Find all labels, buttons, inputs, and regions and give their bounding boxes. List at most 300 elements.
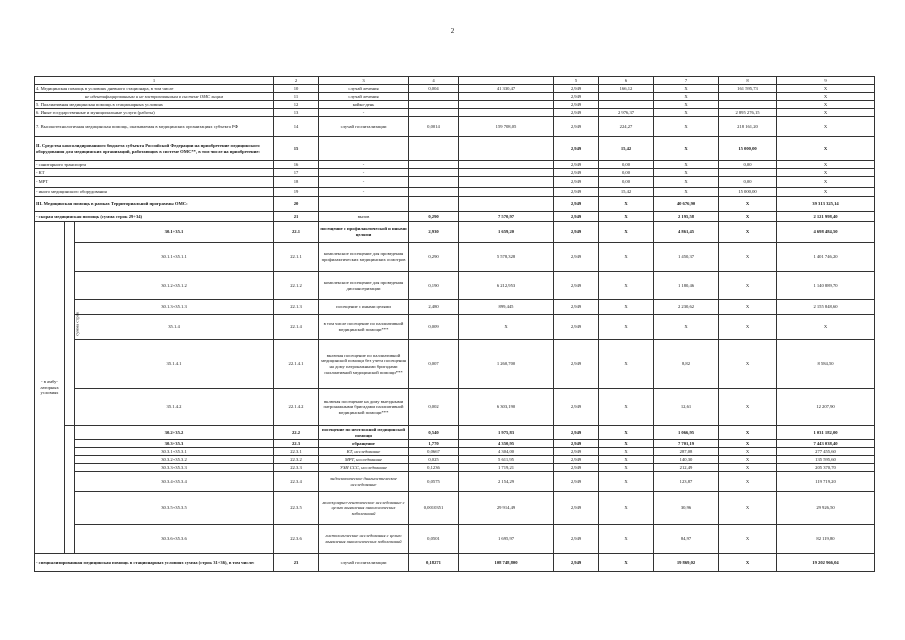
value-cell: 1 031 182,00: [777, 426, 875, 440]
value-cell: X: [777, 188, 875, 197]
value-cell: 1 260,700: [459, 340, 554, 389]
column-header: [459, 77, 554, 85]
value-cell: 15,42: [599, 137, 654, 161]
value-cell: 0,004: [409, 85, 459, 93]
row-unit: гистологические исследования с целью выявления онкологических заболеваний: [319, 525, 409, 554]
row-code: 35.1.4.2: [75, 389, 274, 426]
row-unit: -: [319, 109, 409, 117]
value-cell: [719, 101, 777, 109]
row-code: 30.3.5+35.3.5: [75, 492, 274, 525]
value-cell: X: [654, 117, 719, 137]
value-cell: 40 676,90: [654, 197, 719, 212]
value-cell: 2,949: [554, 85, 599, 93]
value-cell: 1 450,37: [654, 243, 719, 272]
row-code: 30.3.1+35.3.1: [75, 448, 274, 456]
value-cell: 2,949: [554, 93, 599, 101]
value-cell: X: [777, 109, 875, 117]
value-cell: X: [599, 492, 654, 525]
table-row: [35, 188, 875, 197]
value-cell: 2,949: [554, 464, 599, 472]
value-cell: 2 976,37: [599, 109, 654, 117]
value-cell: 19 202 966,04: [777, 554, 875, 572]
value-cell: 218 161,20: [719, 117, 777, 137]
value-cell: 287,08: [654, 448, 719, 456]
value-cell: 2,949: [554, 525, 599, 554]
row-code: 30.2+35.2: [75, 426, 274, 440]
value-cell: [719, 93, 777, 101]
page-number: 2: [450, 27, 455, 35]
value-cell: 2,949: [554, 101, 599, 109]
row-number: 22.1.2: [274, 272, 319, 300]
value-cell: 4 861,45: [654, 222, 719, 243]
row-number: 13: [274, 109, 319, 117]
value-cell: 2 195,58: [654, 212, 719, 222]
table-row: [35, 85, 875, 93]
table-row: [35, 117, 875, 137]
value-cell: 8,82: [654, 340, 719, 389]
table-row: [35, 137, 875, 161]
row-unit: посещение с профилактической и иными целями: [319, 222, 409, 243]
row-number: 16: [274, 161, 319, 169]
value-cell: [409, 188, 459, 197]
table-row: [35, 389, 875, 426]
row-unit: МРТ, исследование: [319, 456, 409, 464]
value-cell: 2,949: [554, 212, 599, 222]
row-unit: -: [319, 177, 409, 188]
row-unit: посещение по неотложной медицинской помощи: [319, 426, 409, 440]
row-unit: случай госпитализации: [319, 117, 409, 137]
value-cell: 2,949: [554, 492, 599, 525]
row-name: - скорая медицинская помощь (сумма строк 29+34): [35, 212, 274, 222]
table-row: [35, 554, 875, 572]
row-number: 22.1.4.2: [274, 389, 319, 426]
value-cell: 4 304,00: [459, 448, 554, 456]
value-cell: X: [719, 472, 777, 492]
row-unit: -: [319, 161, 409, 169]
value-cell: X: [599, 426, 654, 440]
value-cell: X: [719, 243, 777, 272]
value-cell: 212,49: [654, 464, 719, 472]
value-cell: X: [654, 161, 719, 169]
value-cell: 0,025: [409, 456, 459, 464]
row-number: 14: [274, 117, 319, 137]
value-cell: 1 975,83: [459, 426, 554, 440]
table-row: [35, 101, 875, 109]
value-cell: 2,949: [554, 109, 599, 117]
value-cell: X: [719, 554, 777, 572]
row-number: 22.3.1: [274, 448, 319, 456]
value-cell: 1,770: [409, 440, 459, 448]
value-cell: X: [599, 456, 654, 464]
table-row: [35, 426, 875, 440]
row-number: 22.2: [274, 426, 319, 440]
row-number: 22.3.4: [274, 472, 319, 492]
value-cell: 1 659,20: [459, 222, 554, 243]
value-cell: [599, 93, 654, 101]
value-cell: 0,00: [599, 177, 654, 188]
table-row: [35, 243, 875, 272]
value-cell: 0,0501: [409, 525, 459, 554]
row-unit: [319, 197, 409, 212]
value-cell: 0,0667: [409, 448, 459, 456]
value-cell: 2,949: [554, 426, 599, 440]
column-header: 9: [777, 77, 875, 85]
value-cell: 123,87: [654, 472, 719, 492]
value-cell: 899,445: [459, 300, 554, 315]
row-code: 30.3.3+35.3.3: [75, 464, 274, 472]
value-cell: 0,290: [409, 212, 459, 222]
value-cell: [459, 137, 554, 161]
value-cell: X: [777, 93, 875, 101]
value-cell: [459, 101, 554, 109]
column-header: 6: [599, 77, 654, 85]
value-cell: 5 611,95: [459, 456, 554, 464]
row-code: 35.1.4: [75, 315, 274, 340]
value-cell: X: [719, 315, 777, 340]
value-cell: X: [599, 464, 654, 472]
value-cell: 0,0014: [409, 117, 459, 137]
value-cell: X: [654, 177, 719, 188]
row-number: 22.3.3: [274, 464, 319, 472]
value-cell: 1 066,95: [654, 426, 719, 440]
value-cell: X: [777, 85, 875, 93]
value-cell: X: [719, 525, 777, 554]
value-cell: 2 155 848,60: [777, 300, 875, 315]
value-cell: 0,002: [409, 389, 459, 426]
row-code: 30.1.2+35.1.2: [75, 272, 274, 300]
value-cell: 135 595,60: [777, 456, 875, 464]
row-unit: случай лечения: [319, 93, 409, 101]
row-code: 30.3.6+35.3.6: [75, 525, 274, 554]
row-number: 22.3: [274, 440, 319, 448]
value-cell: X: [599, 272, 654, 300]
value-cell: 29 914,49: [459, 492, 554, 525]
value-cell: 2,949: [554, 243, 599, 272]
value-cell: X: [599, 243, 654, 272]
row-name: 7. Высокотехнологичная медицинская помощь, оказываемая в медицинских организациях субъекта РФ: [35, 117, 274, 137]
table-row: [35, 472, 875, 492]
row-name: - МРТ: [35, 177, 274, 188]
row-name: 5. Паллиативная медицинская помощь в стационарных условиях: [35, 101, 274, 109]
row-code: 30.1+35.1: [75, 222, 274, 243]
row-number: 22.3.6: [274, 525, 319, 554]
value-cell: X: [777, 161, 875, 169]
value-cell: X: [599, 525, 654, 554]
row-number: 15: [274, 137, 319, 161]
value-cell: X: [719, 448, 777, 456]
value-cell: 1 401 746,20: [777, 243, 875, 272]
value-cell: X: [777, 169, 875, 177]
value-cell: 2,949: [554, 440, 599, 448]
value-cell: 2,949: [554, 188, 599, 197]
vertical-label: [65, 222, 80, 426]
value-cell: 159 708,05: [459, 117, 554, 137]
value-cell: X: [654, 93, 719, 101]
value-cell: 0,00: [719, 177, 777, 188]
value-cell: 30,96: [654, 492, 719, 525]
value-cell: 7 570,97: [459, 212, 554, 222]
value-cell: [459, 177, 554, 188]
value-cell: X: [719, 272, 777, 300]
value-cell: [719, 169, 777, 177]
row-name: - санитарного транспорта: [35, 161, 274, 169]
value-cell: X: [719, 300, 777, 315]
value-cell: 161 595,73: [719, 85, 777, 93]
row-unit: койко-день: [319, 101, 409, 109]
value-cell: 108 748,800: [459, 554, 554, 572]
row-number: 11: [274, 93, 319, 101]
row-number: 18: [274, 177, 319, 188]
value-cell: 2,949: [554, 272, 599, 300]
row-number: 22.3.2: [274, 456, 319, 464]
table-row: [35, 212, 875, 222]
row-number: 22.1.4.1: [274, 340, 319, 389]
value-cell: 82 119,80: [777, 525, 875, 554]
table-row: [35, 315, 875, 340]
value-cell: 2,949: [554, 448, 599, 456]
value-cell: 2,949: [554, 169, 599, 177]
value-cell: [409, 137, 459, 161]
value-cell: X: [599, 448, 654, 456]
row-number: 22.1.3: [274, 300, 319, 315]
vertical-label-text: сумма строк: [74, 311, 80, 336]
value-cell: 2,949: [554, 300, 599, 315]
value-cell: X: [459, 315, 554, 340]
value-cell: X: [654, 169, 719, 177]
value-cell: 84,97: [654, 525, 719, 554]
value-cell: 2,930: [409, 222, 459, 243]
value-cell: [459, 169, 554, 177]
value-cell: X: [719, 456, 777, 464]
value-cell: 0,290: [409, 243, 459, 272]
table-row: [35, 448, 875, 456]
row-number: 22.1.4: [274, 315, 319, 340]
value-cell: X: [654, 101, 719, 109]
value-cell: X: [599, 440, 654, 448]
value-cell: 2 895 276,15: [719, 109, 777, 117]
row-unit: включая посещение по паллиативной медицинской помощи без учета посещения на дому патронажными бригадами паллиативной медицинской помощи***: [319, 340, 409, 389]
row-unit: случай лечения: [319, 85, 409, 93]
value-cell: 2 230,62: [654, 300, 719, 315]
value-cell: X: [599, 340, 654, 389]
value-cell: 2,949: [554, 340, 599, 389]
table-row: [35, 525, 875, 554]
row-name: III. Медицинская помощь в рамках Территориальной программы ОМС:: [35, 197, 274, 212]
value-cell: [409, 169, 459, 177]
column-header: 7: [654, 77, 719, 85]
row-number: 22.3.5: [274, 492, 319, 525]
value-cell: 1 719,21: [459, 464, 554, 472]
row-number: 22.1: [274, 222, 319, 243]
value-cell: X: [719, 340, 777, 389]
value-cell: 0,0575: [409, 472, 459, 492]
value-cell: 1 180,46: [654, 272, 719, 300]
value-cell: [459, 161, 554, 169]
value-cell: 0,00: [599, 169, 654, 177]
value-cell: X: [599, 222, 654, 243]
side-label: - в амбу-латорных условиях: [35, 222, 65, 554]
value-cell: X: [719, 464, 777, 472]
value-cell: [409, 177, 459, 188]
value-cell: X: [599, 472, 654, 492]
value-cell: 4 698 484,50: [777, 222, 875, 243]
value-cell: 1 140 889,70: [777, 272, 875, 300]
value-cell: X: [719, 197, 777, 212]
spacer-cell: [65, 426, 75, 554]
row-unit: молекулярно-генетическое исследование с целью выявления онкологических заболеваний: [319, 492, 409, 525]
value-cell: 119 719,20: [777, 472, 875, 492]
row-unit: в том числе посещение по паллиативной медицинской помощи***: [319, 315, 409, 340]
value-cell: 2,480: [409, 300, 459, 315]
value-cell: X: [777, 315, 875, 340]
value-cell: 0,0010351: [409, 492, 459, 525]
row-number: 10: [274, 85, 319, 93]
value-cell: X: [654, 188, 719, 197]
row-code: 30.1.3+35.1.3: [75, 300, 274, 315]
row-code: 30.3.4+35.3.4: [75, 472, 274, 492]
value-cell: 224,27: [599, 117, 654, 137]
row-name: - КТ: [35, 169, 274, 177]
row-name: - иного медицинского оборудования: [35, 188, 274, 197]
data-table: [34, 76, 875, 572]
row-name: не идентифицированным и не застрахованным в системе ОМС лицам: [35, 93, 274, 101]
value-cell: 166,12: [599, 85, 654, 93]
value-cell: 7 701,19: [654, 440, 719, 448]
value-cell: 2,949: [554, 137, 599, 161]
value-cell: 15,42: [599, 188, 654, 197]
value-cell: X: [599, 389, 654, 426]
value-cell: X: [777, 117, 875, 137]
value-cell: X: [777, 137, 875, 161]
value-cell: 15 000,00: [719, 188, 777, 197]
value-cell: X: [719, 492, 777, 525]
value-cell: 41 330,47: [459, 85, 554, 93]
value-cell: 12 207,90: [777, 389, 875, 426]
value-cell: 277 455,60: [777, 448, 875, 456]
value-cell: [599, 101, 654, 109]
row-code: 35.1.4.1: [75, 340, 274, 389]
value-cell: 2,949: [554, 177, 599, 188]
value-cell: [409, 197, 459, 212]
value-cell: 2,949: [554, 472, 599, 492]
table-row: [35, 272, 875, 300]
row-number: 21: [274, 212, 319, 222]
value-cell: X: [719, 389, 777, 426]
row-name: II. Средства консолидированного бюджета субъекта Российской Федерации на приобретение медицинского оборудования для медицинских организаций, работающих в системе ОМС**, в том числе на приобретение:: [35, 137, 274, 161]
value-cell: X: [654, 109, 719, 117]
table-row: [35, 340, 875, 389]
value-cell: [459, 197, 554, 212]
value-cell: 5 578,328: [459, 243, 554, 272]
column-header: 2: [274, 77, 319, 85]
table-row: [35, 440, 875, 448]
row-code: 30.3.2+35.3.2: [75, 456, 274, 464]
value-cell: 140,30: [654, 456, 719, 464]
value-cell: 2 121 998,40: [777, 212, 875, 222]
value-cell: X: [719, 440, 777, 448]
value-cell: X: [719, 222, 777, 243]
value-cell: 8 584,50: [777, 340, 875, 389]
value-cell: 29 926,50: [777, 492, 875, 525]
value-cell: 6 303,190: [459, 389, 554, 426]
table-row: [35, 161, 875, 169]
value-cell: 2,949: [554, 456, 599, 464]
value-cell: 2,949: [554, 161, 599, 169]
row-unit: эндоскопическое диагностическое исследование: [319, 472, 409, 492]
row-name: - специализированная медицинская помощь в стационарных условиях сумма (строк 31+36), в том числе:: [35, 554, 274, 572]
value-cell: X: [654, 315, 719, 340]
value-cell: 12,61: [654, 389, 719, 426]
value-cell: 0,18271: [409, 554, 459, 572]
value-cell: 2,949: [554, 315, 599, 340]
value-cell: [409, 93, 459, 101]
row-unit: -: [319, 169, 409, 177]
value-cell: [459, 188, 554, 197]
value-cell: 2,949: [554, 222, 599, 243]
row-number: 19: [274, 188, 319, 197]
value-cell: [409, 109, 459, 117]
row-unit: комплексное посещение для проведения диспансеризации: [319, 272, 409, 300]
value-cell: X: [719, 426, 777, 440]
value-cell: X: [777, 177, 875, 188]
value-cell: 0,190: [409, 272, 459, 300]
table-row: [35, 169, 875, 177]
value-cell: 0,1236: [409, 464, 459, 472]
value-cell: X: [599, 197, 654, 212]
table-row: [35, 93, 875, 101]
value-cell: 2,949: [554, 117, 599, 137]
value-cell: 7 443 038,40: [777, 440, 875, 448]
table-row: [35, 456, 875, 464]
value-cell: [409, 101, 459, 109]
row-number: 23: [274, 554, 319, 572]
value-cell: 2,949: [554, 197, 599, 212]
value-cell: X: [599, 315, 654, 340]
row-unit: комплексное посещение для проведения профилактических медицинских осмотров: [319, 243, 409, 272]
value-cell: 39 313 325,14: [777, 197, 875, 212]
value-cell: X: [777, 101, 875, 109]
value-cell: X: [719, 212, 777, 222]
table-row: [35, 464, 875, 472]
row-unit: УЗИ ССС, исследование: [319, 464, 409, 472]
value-cell: 4 350,95: [459, 440, 554, 448]
value-cell: 0,00: [599, 161, 654, 169]
row-name: 4. Медицинская помощь в условиях дневного стационара, в том числе: [35, 85, 274, 93]
row-number: 17: [274, 169, 319, 177]
row-unit: [319, 137, 409, 161]
table-row: [35, 177, 875, 188]
value-cell: 2,949: [554, 554, 599, 572]
table-row: [35, 109, 875, 117]
column-header: 3: [319, 77, 409, 85]
column-header: 1: [35, 77, 274, 85]
value-cell: 1 695,97: [459, 525, 554, 554]
row-number: 20: [274, 197, 319, 212]
row-code: 30.3+35.3: [75, 440, 274, 448]
value-cell: 15 000,00: [719, 137, 777, 161]
column-header: 4: [409, 77, 459, 85]
value-cell: 205 370,70: [777, 464, 875, 472]
value-cell: 2,949: [554, 389, 599, 426]
row-code: 30.1.1+35.1.1: [75, 243, 274, 272]
value-cell: 0,007: [409, 340, 459, 389]
value-cell: [409, 161, 459, 169]
value-cell: X: [599, 212, 654, 222]
value-cell: 0,00: [719, 161, 777, 169]
table-row: [35, 492, 875, 525]
row-unit: вызов: [319, 212, 409, 222]
value-cell: [459, 109, 554, 117]
